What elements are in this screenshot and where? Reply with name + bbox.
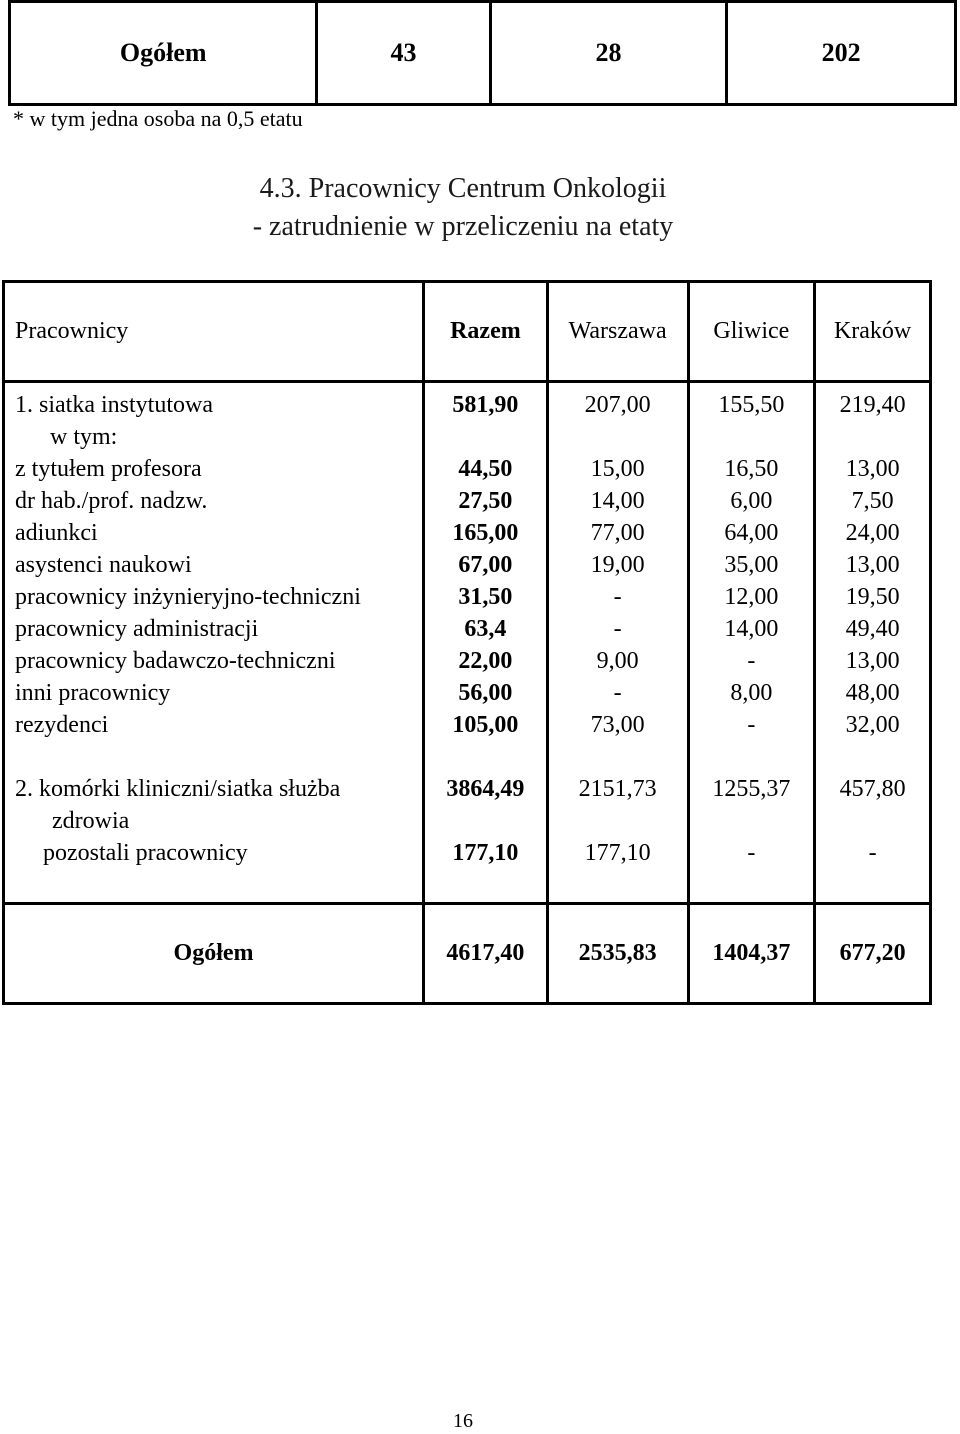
cell-value: - — [868, 840, 877, 866]
cell-value: 19,00 — [590, 552, 645, 578]
cell-value: 13,00 — [845, 456, 900, 482]
summary-value: 43 — [317, 2, 490, 105]
row-label: pracownicy administracji — [15, 616, 259, 642]
row-label: inni pracownicy — [15, 680, 171, 706]
cell-value: 32,00 — [845, 712, 900, 738]
cell-value: 207,00 — [584, 392, 651, 418]
section-sublabel: w tym: — [50, 424, 118, 450]
section-title — [0, 170, 926, 246]
staff-table — [2, 280, 932, 1005]
cell-value: 63,4 — [464, 616, 507, 642]
row-label: adiunkci — [15, 520, 98, 546]
cell-value: - — [613, 584, 622, 610]
row-label: dr hab./prof. nadzw. — [15, 488, 208, 514]
row-label: pracownicy badawczo-techniczni — [15, 648, 336, 674]
cell-value: 35,00 — [724, 552, 779, 578]
warszawa-column — [547, 382, 688, 904]
cell-value: 457,80 — [839, 776, 906, 802]
cell-value: 24,00 — [845, 520, 900, 546]
razem-column — [424, 382, 548, 904]
cell-value: 64,00 — [724, 520, 779, 546]
cell-value: 3864,49 — [446, 776, 525, 802]
cell-value: - — [613, 616, 622, 642]
row-label: asystenci naukowi — [15, 552, 192, 578]
summary-label: Ogółem — [10, 2, 317, 105]
cell-value: 9,00 — [596, 648, 639, 674]
total-value: 677,20 — [815, 904, 931, 1004]
summary-value: 202 — [727, 2, 956, 105]
row-label: rezydenci — [15, 712, 109, 738]
cell-value: 13,00 — [845, 552, 900, 578]
column-header: Warszawa — [547, 282, 688, 382]
cell-value: 31,50 — [458, 584, 513, 610]
cell-value: 1255,37 — [712, 776, 791, 802]
cell-value: - — [613, 680, 622, 706]
cell-value: 177,10 — [584, 840, 651, 866]
page-number: 16 — [453, 1410, 473, 1432]
cell-value: 77,00 — [590, 520, 645, 546]
cell-value: 2151,73 — [578, 776, 657, 802]
cell-value: 22,00 — [458, 648, 513, 674]
label-column — [4, 382, 424, 904]
cell-value: 6,00 — [730, 488, 773, 514]
cell-value: 56,00 — [458, 680, 513, 706]
row-label: z tytułem profesora — [15, 456, 202, 482]
section-label: 2. komórki kliniczni/siatka służba — [15, 776, 341, 802]
cell-value: - — [747, 648, 756, 674]
footnote: * w tym jedna osoba na 0,5 etatu — [13, 106, 303, 131]
krakow-column — [815, 382, 931, 904]
total-value: 1404,37 — [688, 904, 815, 1004]
cell-value: 165,00 — [452, 520, 519, 546]
cell-value: 27,50 — [458, 488, 513, 514]
cell-value: 155,50 — [718, 392, 785, 418]
cell-value: 49,40 — [845, 616, 900, 642]
title-line: - zatrudnienie w przeliczeniu na etaty — [252, 211, 674, 242]
cell-value: 581,90 — [452, 392, 519, 418]
cell-value: 14,00 — [724, 616, 779, 642]
header-row — [4, 282, 931, 382]
total-row — [4, 904, 931, 1004]
gliwice-column — [688, 382, 815, 904]
cell-value: 16,50 — [724, 456, 779, 482]
cell-value: 219,40 — [839, 392, 906, 418]
summary-row — [10, 2, 956, 105]
row-label: pracownicy inżynieryjno-techniczni — [15, 584, 361, 610]
summary-table — [8, 0, 957, 106]
title-line: 4.3. Pracownicy Centrum Onkologii — [259, 173, 667, 204]
cell-value: 67,00 — [458, 552, 513, 578]
section-label: 1. siatka instytutowa — [15, 392, 213, 418]
total-value: 2535,83 — [547, 904, 688, 1004]
summary-value: 28 — [490, 2, 727, 105]
column-header: Razem — [424, 282, 548, 382]
column-header: Gliwice — [688, 282, 815, 382]
cell-value: 13,00 — [845, 648, 900, 674]
cell-value: 15,00 — [590, 456, 645, 482]
section-label: zdrowia — [52, 808, 130, 834]
cell-value: 177,10 — [452, 840, 519, 866]
cell-value: - — [747, 840, 756, 866]
total-label: Ogółem — [4, 904, 424, 1004]
cell-value: 7,50 — [851, 488, 894, 514]
cell-value: 19,50 — [845, 584, 900, 610]
cell-value: 48,00 — [845, 680, 900, 706]
cell-value: - — [747, 712, 756, 738]
cell-value: 14,00 — [590, 488, 645, 514]
cell-value: 12,00 — [724, 584, 779, 610]
cell-value: 73,00 — [590, 712, 645, 738]
cell-value: 44,50 — [458, 456, 513, 482]
body-row — [4, 382, 931, 904]
row-label: pozostali pracownicy — [43, 840, 248, 866]
column-header: Pracownicy — [4, 282, 424, 382]
column-header: Kraków — [815, 282, 931, 382]
cell-value: 105,00 — [452, 712, 519, 738]
total-value: 4617,40 — [424, 904, 548, 1004]
cell-value: 8,00 — [730, 680, 773, 706]
